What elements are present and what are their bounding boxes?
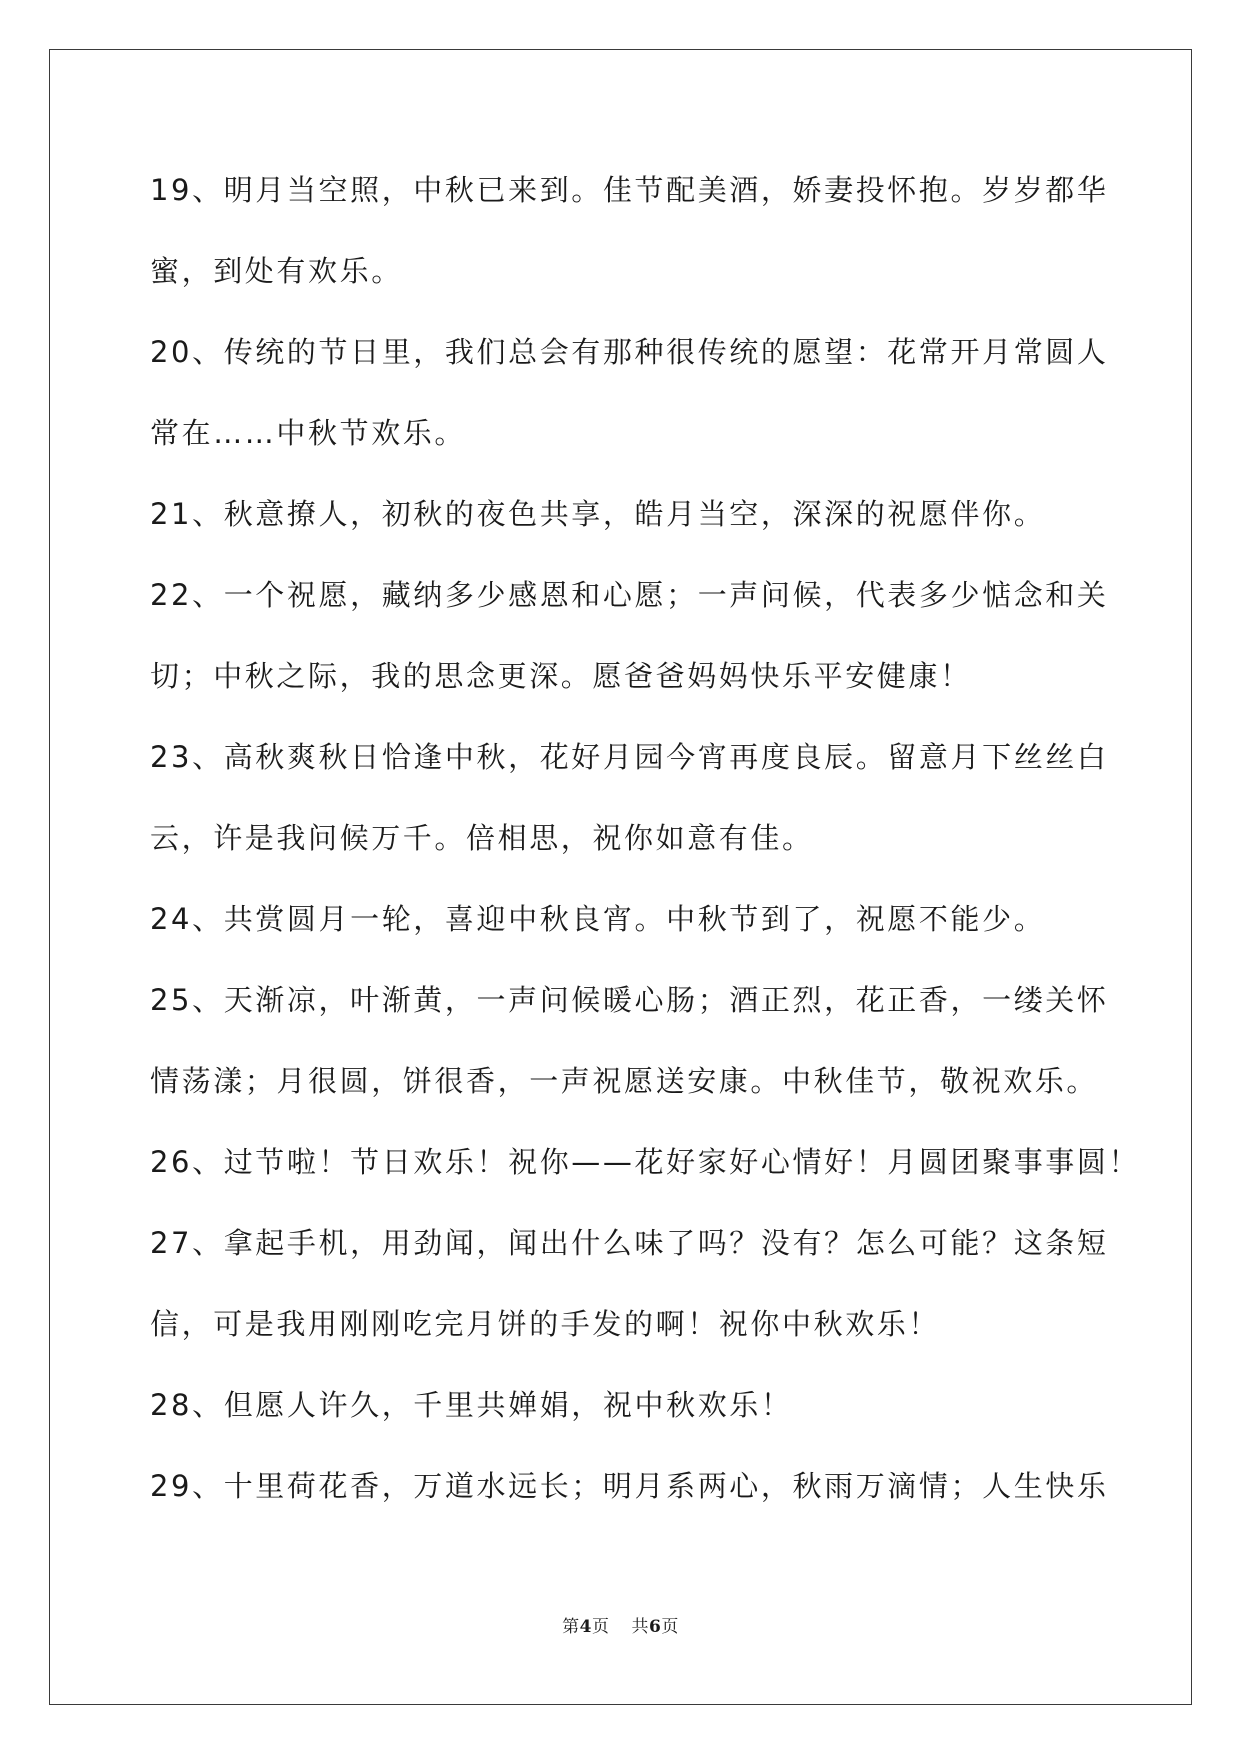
text-line: 23、高秋爽秋日恰逢中秋，花好月园今宵再度良辰。留意月下丝丝白 [150, 740, 1109, 774]
text-line: 29、十里荷花香，万道水远长；明月系两心，秋雨万滴情；人生快乐 [150, 1469, 1109, 1503]
text-line: 云，许是我问候万千。倍相思，祝你如意有佳。 [150, 821, 814, 855]
document-body [150, 160, 1141, 1537]
text-line: 20、传统的节日里，我们总会有那种很传统的愿望：花常开月常圆人 [150, 335, 1109, 369]
total-page-number: 6 [649, 1617, 662, 1637]
text-line: 19、明月当空照，中秋已来到。佳节配美酒，娇妻投怀抱。岁岁都华 [150, 173, 1109, 207]
text-line: 21、秋意撩人，初秋的夜色共享，皓月当空，深深的祝愿伴你。 [150, 497, 1046, 531]
text-line: 蜜，到处有欢乐。 [150, 254, 403, 288]
total-label-suffix: 页 [661, 1617, 679, 1637]
page-label-prefix: 第 [562, 1617, 580, 1637]
page-label-suffix: 页 [592, 1617, 610, 1637]
current-page-number: 4 [579, 1617, 592, 1637]
text-line: 24、共赏圆月一轮，喜迎中秋良宵。中秋节到了，祝愿不能少。 [150, 902, 1046, 936]
text-line: 27、拿起手机，用劲闻，闻出什么味了吗？没有？怎么可能？这条短 [150, 1226, 1109, 1260]
text-line: 切；中秋之际，我的思念更深。愿爸爸妈妈快乐平安健康！ [150, 659, 972, 693]
page-footer [0, 1612, 1241, 1637]
text-line: 情荡漾；月很圆，饼很香，一声祝愿送安康。中秋佳节，敬祝欢乐。 [150, 1064, 1099, 1098]
text-line: 信，可是我用刚刚吃完月饼的手发的啊！祝你中秋欢乐！ [150, 1307, 941, 1341]
text-line: 28、但愿人许久，千里共婵娟，祝中秋欢乐！ [150, 1388, 793, 1422]
text-line: 26、过节啦！节日欢乐！祝你——花好家好心情好！月圆团聚事事圆！ [150, 1145, 1141, 1179]
text-line: 22、一个祝愿，藏纳多少感恩和心愿；一声问候，代表多少惦念和关 [150, 578, 1109, 612]
text-line: 25、天渐凉，叶渐黄，一声问候暖心肠；酒正烈，花正香，一缕关怀 [150, 983, 1109, 1017]
total-label-prefix: 共 [631, 1617, 649, 1637]
text-line: 常在……中秋节欢乐。 [150, 416, 467, 450]
